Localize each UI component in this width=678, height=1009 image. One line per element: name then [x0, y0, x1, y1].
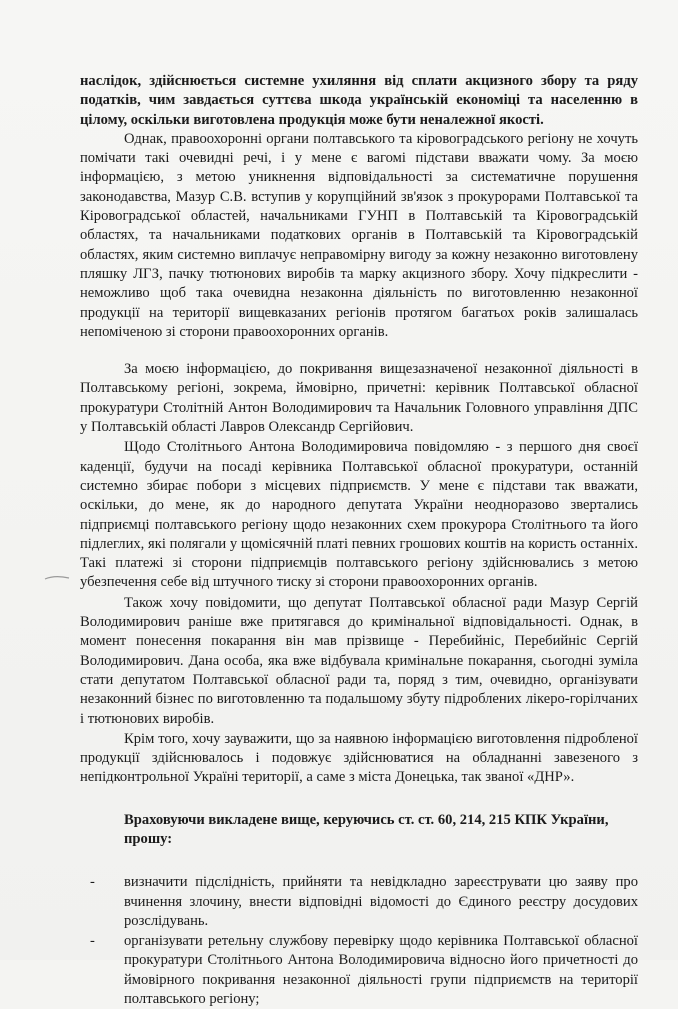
paragraph-mazur: Також хочу повідомити, що депутат Полтавської обласної ради Мазур Сергій Володимирович раніше вже притягався до кримінальної відповідальності. Однак, в момент понесення покарання він мав прізвище - Перебийніс, Перебийніс Сергій Володимирович. Дана особа, яка вже відбувала кримінальне покарання, сьогодні зуміла стати депутатом Полтавської обласної ради та, поряд з тим, очевидно, організувати незаконний бізнес по виготовленню та подальшому збуту підроблених лікеро-горілчаних і тютюнових виробів.: [80, 594, 638, 727]
list-item-text: організувати ретельну службову перевірку щодо керівника Полтавської обласної прокуратури Столітнього Антона Володимировича відносно його причетності до ймовірного покривання незаконної діяльності групи підприємств на території полтавського регіону;: [124, 933, 638, 1008]
list-dash: -: [90, 933, 95, 950]
paragraph-law-enforcement: Однак, правоохоронні органи полтавського та кіровоградського регіону не хочуть помічати такі очевидні речі, і у мене є вагомі підстави вважати чому. За моєю інформацією, з метою уникнення відповідальності за систематичне порушення законодавства, Мазур С.В. вступив у корупційний зв'язок з прокурорами Полтавської та Кіровоградської областей, начальниками ГУНП в Полтавській та Кіровоградській областях, та начальниками податкових органів в Полтавській та Кіровоградській областях, яким системно виплачує неправомірну вигоду за кожну незаконно виготовлену пляшку ЛГЗ, пачку тютюнових виробів та марку акцизного збору. Хочу підкреслити - неможливо щоб така очевидна незаконна діяльність по виготовленню незаконної продукції на території вищевказаних регіонів протягом багатьох років залишалась непоміченою зі сторони правоохоронних органів.: [80, 130, 638, 340]
paragraph-equipment: Крім того, хочу зауважити, що за наявною інформацією виготовлення підробленої продукції здійснювалось і подовжує здійснюватися на обладнанні завезеного з непідконтрольної Україні території, а саме з міста Донецька, так званої «ДНР».: [80, 730, 638, 786]
list-item-text: визначити підслідність, прийняти та невідкладно зареєструвати цю заяву про вчинення злочину, внести відповідні відомості до Єдиного реєстру досудових розслідувань.: [124, 874, 638, 929]
intro-paragraph: наслідок, здійснюється системне ухиляння від сплати акцизного збору та ряду податків, чим завдається суттєва шкода українській економіці та населенню в цілому, оскільки виготовлена продукція може бути неналежної якості.: [80, 73, 638, 128]
request-heading: Враховуючи викладене вище, керуючись ст. ст. 60, 214, 215 КПК України, прошу:: [124, 811, 609, 847]
paragraph-involved-officials: За моєю інформацією, до покривання вищезазначеної незаконної діяльності в Полтавському регіоні, зокрема, ймовірно, причетні: керівник Полтавської обласної прокуратури Столітній Антон Володимирович та Начальник Головного управління ДПС у Полтавській області Лавров Олександр Сергійович.: [80, 361, 638, 436]
request-list: [80, 873, 638, 1009]
list-item: [80, 932, 638, 1009]
list-item: [80, 873, 638, 931]
scan-mark-icon: [44, 575, 70, 581]
list-dash: -: [90, 874, 95, 891]
paragraph-stolitniy: Щодо Столітнього Антона Володимировича повідомляю - з першого дня своєї каденції, будучи на посаді керівника Полтавської обласної прокуратури, останній системно збирає побори з місцевих підприємств. У мене є підстави так вважати, оскільки, до мене, як до народного депутата України неодноразово звертались підприємці полтавського регіону щодо незаконних схем прокурора Столітнього та його підлеглих, які полягали у щомісячній платі певних грошових коштів на користь останніх. Такі платежі зі сторони підприємців полтавського регіону здійснювались з метою убезпечення себе від штучного тиску зі сторони правоохоронних органів.: [80, 439, 638, 591]
